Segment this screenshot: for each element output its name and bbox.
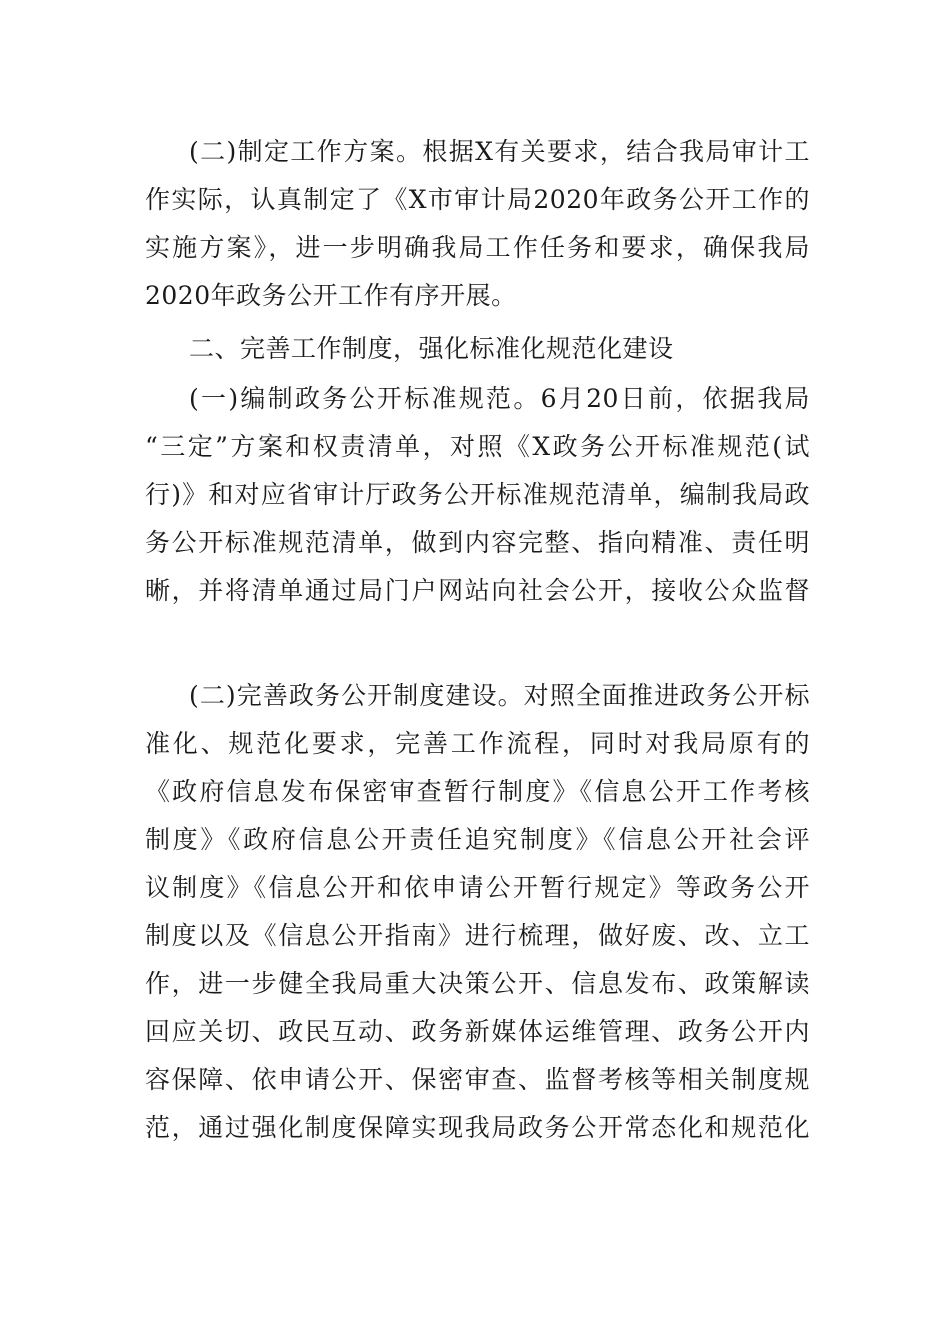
text-line: “三定”方案和权责清单，对照《X政务公开标准规范(试 <box>145 432 810 461</box>
paragraph-work-plan <box>145 128 810 320</box>
text-line: 2020年政务公开工作有序开展。 <box>145 281 517 310</box>
text-line: 容保障、依申请公开、保密审查、监督考核等相关制度规 <box>145 1065 810 1094</box>
text-line: 准化、规范化要求，完善工作流程，同时对我局原有的 <box>145 729 810 758</box>
section-heading <box>145 325 810 373</box>
heading-text: 二、完善工作制度，强化标准化规范化建设 <box>189 334 674 363</box>
text-line: (二)制定工作方案。根据X有关要求，结合我局审计工 <box>189 137 810 166</box>
text-line: 行)》和对应省审计厅政务公开标准规范清单，编制我局政 <box>145 480 810 509</box>
paragraph-system-building <box>145 672 810 1152</box>
text-line: 议制度》《信息公开和依申请公开暂行规定》等政务公开 <box>145 873 810 902</box>
text-line: 回应关切、政民互动、政务新媒体运维管理、政务公开内 <box>145 1017 810 1046</box>
text-line: 作，进一步健全我局重大决策公开、信息发布、政策解读 <box>145 969 810 998</box>
text-line: 务公开标准规范清单，做到内容完整、指向精准、责任明 <box>145 528 810 557</box>
text-line: 作实际，认真制定了《X市审计局2020年政务公开工作的 <box>145 185 810 214</box>
text-line: 制度》《政府信息公开责任追究制度》《信息公开社会评 <box>145 825 810 854</box>
text-line: 制度以及《信息公开指南》进行梳理，做好废、改、立工 <box>145 921 810 950</box>
text-line: 范，通过强化制度保障实现我局政务公开常态化和规范化 <box>145 1113 810 1142</box>
text-line: (一)编制政务公开标准规范。6月20日前，依据我局 <box>189 384 810 413</box>
text-line: 晰，并将清单通过局门户网站向社会公开，接收公众监督 <box>145 576 810 605</box>
paragraph-standards <box>145 375 810 615</box>
text-line: (二)完善政务公开制度建设。对照全面推进政务公开标 <box>189 681 810 710</box>
text-line: 《政府信息发布保密审查暂行制度》《信息公开工作考核 <box>145 777 810 806</box>
text-line: 实施方案》，进一步明确我局工作任务和要求，确保我局 <box>145 233 810 262</box>
